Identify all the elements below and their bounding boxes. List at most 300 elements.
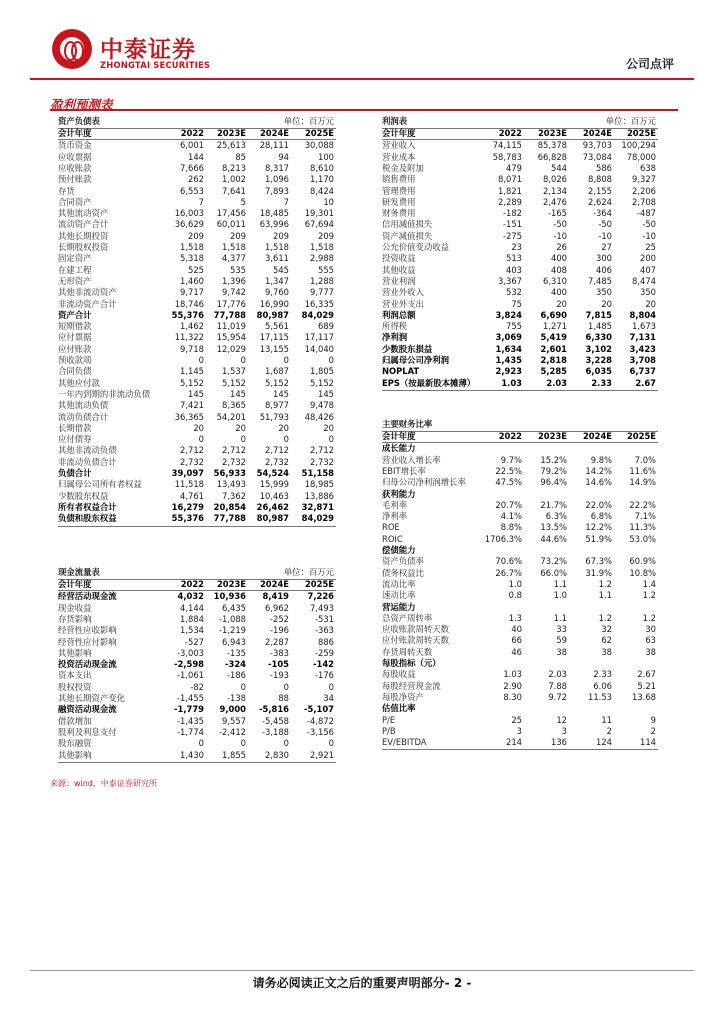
- row-label: 无形资产: [58, 275, 92, 286]
- cell-value: 545: [273, 264, 289, 275]
- cell-value: 14.2%: [585, 465, 612, 476]
- cell-value: 8,424: [310, 185, 334, 196]
- header-divider: [30, 78, 694, 80]
- cell-value: 6.8%: [590, 511, 612, 522]
- cell-value: 2,732: [180, 456, 204, 467]
- cell-value: 33: [556, 624, 567, 635]
- row-label: 每股收益: [382, 669, 416, 680]
- row-label: 其他非流动负债: [58, 445, 117, 456]
- cell-value: 145: [318, 388, 334, 399]
- cell-value: 262: [188, 174, 204, 185]
- table-row: [382, 455, 658, 466]
- cell-value: 2: [606, 725, 612, 736]
- cell-value: 350: [596, 287, 612, 298]
- row-label: 在建工程: [58, 264, 92, 275]
- cell-value: 114: [640, 737, 656, 748]
- cell-value: 1,485: [588, 321, 612, 332]
- table-bottom-rule: [58, 762, 336, 763]
- cell-value: 300: [596, 253, 612, 264]
- row-label: 投资收益: [382, 253, 416, 264]
- cell-value: 2.03: [548, 669, 567, 680]
- cell-value: 2.33: [591, 377, 612, 388]
- table-row: [382, 466, 658, 477]
- cell-value: 30: [645, 624, 656, 635]
- cell-value: 124: [596, 737, 612, 748]
- table-row: [382, 174, 658, 185]
- cell-value: 32,871: [301, 501, 334, 512]
- cash-flow-title-row: [58, 566, 336, 580]
- cell-value: 77,788: [213, 309, 246, 320]
- cell-value: 6,737: [629, 366, 656, 377]
- table-row: [382, 219, 658, 230]
- row-label: 应收票据: [58, 151, 92, 162]
- row-label: 速动比率: [382, 590, 416, 601]
- column-header: 2022: [498, 431, 522, 441]
- table-row: [58, 457, 336, 468]
- cell-value: 1,534: [180, 625, 204, 636]
- cell-value: -186: [226, 670, 246, 681]
- row-label: 合同负债: [58, 366, 92, 377]
- cell-value: 7,815: [585, 309, 612, 320]
- cell-value: -1,779: [174, 704, 204, 715]
- cell-value: 0.8: [508, 590, 522, 601]
- row-label: 其他流动负债: [58, 400, 109, 411]
- cell-value: -5,458: [262, 715, 289, 726]
- table-row: [58, 659, 336, 670]
- table-row: [382, 355, 658, 366]
- row-label: 经营性应收影响: [58, 625, 117, 636]
- cell-value: 1,347: [265, 275, 289, 286]
- cell-value: 400: [551, 287, 567, 298]
- cell-value: 16,003: [174, 208, 204, 219]
- cell-value: 2,155: [588, 185, 612, 196]
- table-row: [382, 163, 658, 174]
- table-unit: 单位：百万元: [283, 116, 334, 126]
- row-label: ROE: [382, 522, 400, 533]
- cell-value: 5.21: [637, 680, 656, 691]
- row-label: 一年内到期的非流动负债: [58, 388, 151, 399]
- row-label: 营业收入: [382, 140, 416, 151]
- cell-value: 5,318: [180, 253, 204, 264]
- cell-value: 1.03: [503, 669, 522, 680]
- cell-value: 58,783: [492, 151, 522, 162]
- company-logo-icon: [52, 29, 92, 69]
- table-row: [58, 231, 336, 242]
- cell-value: 46: [511, 646, 522, 657]
- cell-value: 3: [561, 725, 567, 736]
- table-row: [58, 502, 336, 513]
- row-label: 应付账款: [58, 343, 92, 354]
- cell-value: 44.6%: [540, 533, 567, 544]
- cell-value: -363: [314, 625, 334, 636]
- cell-value: 2,134: [543, 185, 567, 196]
- table-row: [58, 423, 336, 434]
- table-row: [382, 299, 658, 310]
- cell-value: 36,629: [174, 219, 204, 230]
- cell-value: 22.2%: [629, 499, 656, 510]
- cell-value: -105: [268, 659, 289, 670]
- cell-value: 9,557: [222, 715, 246, 726]
- cell-value: 7.88: [548, 680, 567, 691]
- cell-value: 350: [640, 287, 656, 298]
- cell-value: 8.30: [503, 691, 522, 702]
- section-title: 盈利预测表: [50, 97, 113, 112]
- row-label: 投资活动现金流: [58, 659, 117, 670]
- cell-value: 73.2%: [540, 556, 567, 567]
- cell-value: 2,289: [498, 196, 522, 207]
- table-row: [58, 219, 336, 230]
- table-row: [58, 299, 336, 310]
- cell-value: 15.2%: [540, 454, 567, 465]
- row-label: 营业外支出: [382, 298, 424, 309]
- table-row: [58, 625, 336, 636]
- row-label: 其他非流动资产: [58, 287, 117, 298]
- column-header-row: [58, 128, 336, 140]
- table-bottom-rule: [382, 390, 658, 391]
- row-label: 其他流动资产: [58, 208, 109, 219]
- row-label: 长期借款: [58, 422, 92, 433]
- cell-value: 100: [318, 151, 334, 162]
- cell-value: 3,102: [585, 343, 612, 354]
- cell-value: 12,029: [216, 343, 246, 354]
- cell-value: 0: [328, 738, 334, 749]
- cell-value: 63: [645, 635, 656, 646]
- cell-value: 586: [596, 162, 612, 173]
- cell-value: 2,923: [495, 366, 522, 377]
- table-row: [382, 140, 658, 151]
- table-row: [382, 208, 658, 219]
- table-row: [382, 500, 658, 511]
- table-row: [382, 477, 658, 488]
- table-row: [58, 152, 336, 163]
- cell-value: 6.3%: [545, 511, 567, 522]
- cell-value: -50: [598, 219, 612, 230]
- table-row: [382, 152, 658, 163]
- cell-value: 26,462: [256, 501, 289, 512]
- cell-value: 144: [188, 151, 204, 162]
- cell-value: 7,131: [629, 332, 656, 343]
- table-row: [382, 265, 658, 276]
- row-label: 营运能力: [382, 601, 416, 612]
- row-label: 利润总额: [382, 309, 416, 320]
- cell-value: 6,962: [265, 602, 289, 613]
- cell-value: 8.8%: [500, 522, 522, 533]
- cell-value: 32: [601, 624, 612, 635]
- table-row: [58, 208, 336, 219]
- cell-value: 3,423: [629, 343, 656, 354]
- cell-value: 1,435: [495, 355, 522, 365]
- cell-value: 2,624: [588, 196, 612, 207]
- cell-value: 11: [601, 714, 612, 725]
- cell-value: 17,115: [259, 332, 289, 343]
- table-row: [58, 344, 336, 355]
- cell-value: -383: [269, 647, 289, 658]
- cell-value: 5,152: [265, 377, 289, 388]
- column-header-row: [58, 579, 336, 591]
- cell-value: -3,156: [307, 726, 334, 737]
- cell-value: 0: [328, 355, 334, 365]
- cell-value: 73,084: [582, 151, 612, 162]
- table-row: [382, 635, 658, 646]
- table-row: [58, 727, 336, 738]
- cell-value: 51,158: [301, 468, 334, 478]
- cell-value: 1,460: [180, 275, 204, 286]
- cell-value: 5,419: [540, 332, 567, 343]
- row-label: 所有者权益合计: [58, 501, 117, 512]
- cell-value: 1,396: [222, 275, 246, 286]
- row-label: 研发费用: [382, 196, 416, 207]
- cell-value: 7,493: [310, 602, 334, 613]
- cell-value: 9,777: [310, 287, 334, 298]
- cell-value: 689: [318, 321, 334, 332]
- cell-value: 6,690: [540, 309, 567, 320]
- row-label: 预收款项: [58, 355, 92, 365]
- cell-value: 30,088: [304, 140, 334, 151]
- cell-value: 3,611: [265, 253, 289, 264]
- table-row: [58, 140, 336, 151]
- cell-value: 16,990: [259, 298, 289, 309]
- row-label: 合同资产: [58, 196, 92, 207]
- cell-value: 66.0%: [540, 567, 567, 578]
- cell-value: 1,518: [180, 242, 204, 252]
- row-label: 所得税: [382, 321, 408, 332]
- table-row: [382, 556, 658, 567]
- cell-value: 7,421: [180, 400, 204, 411]
- row-label: 每股指标（元）: [382, 658, 441, 668]
- table-row: [382, 366, 658, 377]
- row-label: 负债合计: [58, 468, 92, 478]
- column-header: 2023E: [216, 128, 246, 138]
- cell-value: -182: [502, 208, 522, 219]
- cell-value: 2,206: [632, 185, 656, 196]
- table-row: [382, 344, 658, 355]
- row-label: 信用减值损失: [382, 219, 433, 230]
- cell-value: 6,553: [180, 185, 204, 196]
- row-label: 应付债券: [58, 434, 92, 445]
- cell-value: -324: [225, 659, 246, 670]
- cell-value: 3,367: [498, 275, 522, 286]
- cell-value: 1,145: [180, 366, 204, 377]
- cell-value: 0: [328, 681, 334, 692]
- cell-value: 13.68: [632, 691, 656, 702]
- cell-value: 8,365: [222, 400, 246, 411]
- cell-value: 1.2: [598, 578, 612, 589]
- cell-value: 5,152: [180, 377, 204, 388]
- column-header: 会计年度: [58, 579, 92, 589]
- cell-value: 53.0%: [629, 533, 656, 544]
- cell-value: 145: [188, 388, 204, 399]
- cell-value: 2,830: [265, 749, 289, 760]
- cell-value: 16,279: [171, 501, 204, 512]
- row-label: 经营性应付影响: [58, 636, 117, 647]
- cell-value: 7: [198, 196, 204, 207]
- row-label: 债务权益比: [382, 567, 424, 578]
- cell-value: 23: [511, 242, 522, 252]
- row-label: EPS（按最新股本摊薄）: [382, 377, 476, 388]
- cell-value: 27: [601, 242, 612, 252]
- cell-value: -2,598: [174, 659, 204, 670]
- cell-value: 55,376: [171, 513, 204, 524]
- table-row: [58, 693, 336, 704]
- cell-value: 14,040: [304, 343, 334, 354]
- cell-value: 638: [640, 162, 656, 173]
- table-row: [58, 445, 336, 456]
- cell-value: 2,708: [632, 196, 656, 207]
- cell-value: 77,788: [213, 513, 246, 524]
- cell-value: 20: [601, 298, 612, 309]
- row-label: 股东融资: [58, 738, 92, 749]
- row-label: 财务费用: [382, 208, 416, 219]
- cell-value: 145: [230, 388, 246, 399]
- cell-value: 1,518: [265, 242, 289, 252]
- cell-value: 8,026: [543, 174, 567, 185]
- cell-value: 12.2%: [585, 522, 612, 533]
- table-row: [382, 715, 658, 726]
- cell-value: 1.1: [553, 612, 567, 623]
- cell-value: 535: [230, 264, 246, 275]
- cell-value: 80,987: [256, 309, 289, 320]
- row-label: 货币资金: [58, 140, 92, 151]
- cell-value: 1,687: [265, 366, 289, 377]
- table-row: [382, 186, 658, 197]
- row-label: 营业外收入: [382, 287, 424, 298]
- row-label: 其他应付款: [58, 377, 100, 388]
- column-header: 2023E: [216, 579, 246, 589]
- cell-value: 63,996: [259, 219, 289, 230]
- table-row: [382, 568, 658, 579]
- section-banner: [50, 94, 678, 111]
- cell-value: 3,069: [495, 332, 522, 343]
- row-label: 资产减值损失: [382, 230, 433, 241]
- table-row: [382, 197, 658, 208]
- cell-value: 20: [235, 422, 246, 433]
- cell-value: 1.0: [553, 590, 567, 601]
- cell-value: 2,476: [543, 196, 567, 207]
- row-label: 估值比率: [382, 703, 416, 714]
- cell-value: 9,760: [265, 287, 289, 298]
- cell-value: 1,430: [180, 749, 204, 760]
- table-row: [382, 287, 658, 298]
- column-header: 2025E: [304, 579, 334, 589]
- cell-value: 209: [273, 230, 289, 241]
- cell-value: 886: [318, 636, 334, 647]
- column-header: 2024E: [582, 128, 612, 138]
- cell-value: -1,219: [219, 625, 246, 636]
- cell-value: 1,170: [310, 174, 334, 185]
- cell-value: 555: [318, 264, 334, 275]
- cell-value: 25: [645, 242, 656, 252]
- cell-value: 5,285: [540, 366, 567, 377]
- column-header: 2022: [180, 128, 204, 138]
- cell-value: 74,115: [492, 140, 522, 151]
- table-row: [382, 624, 658, 635]
- table-row: [58, 163, 336, 174]
- cell-value: -1,061: [177, 670, 204, 681]
- cell-value: 1,634: [495, 343, 522, 354]
- cell-value: 1,002: [222, 174, 246, 185]
- table-unit: 单位：百万元: [283, 567, 334, 577]
- cell-value: 28,111: [259, 140, 289, 151]
- table-row: [58, 648, 336, 659]
- cell-value: 10: [323, 196, 334, 207]
- income-statement-title-row: [382, 115, 658, 129]
- row-label: 借款增加: [58, 715, 92, 726]
- table-row: [382, 613, 658, 624]
- cell-value: 0: [198, 355, 204, 365]
- table-row: [382, 590, 658, 601]
- cell-value: -138: [226, 693, 246, 703]
- row-label: 现金收益: [58, 602, 92, 613]
- table-row: [58, 197, 336, 208]
- table-row: [58, 479, 336, 490]
- row-label: 税金及附加: [382, 162, 424, 173]
- cell-value: 1.1: [598, 590, 612, 601]
- cell-value: 0: [283, 355, 289, 365]
- table-row: [58, 310, 336, 321]
- row-label: 净利润: [382, 332, 408, 343]
- cell-value: 6,330: [585, 332, 612, 343]
- table-row: [382, 647, 658, 658]
- cell-value: 5,152: [222, 377, 246, 388]
- cell-value: 84,029: [301, 309, 334, 320]
- table-row: [58, 738, 336, 749]
- table-row: [58, 186, 336, 197]
- cell-value: 1,673: [632, 321, 656, 332]
- cell-value: 19,301: [304, 208, 334, 219]
- cell-value: 21.7%: [540, 499, 567, 510]
- cell-value: 55,376: [171, 309, 204, 320]
- row-label: NOPLAT: [382, 366, 420, 377]
- cell-value: -259: [314, 647, 334, 658]
- row-label: P/B: [382, 725, 396, 736]
- cell-value: 755: [506, 321, 522, 332]
- cell-value: -135: [226, 647, 246, 658]
- row-label: 其他长期资产变化: [58, 693, 125, 703]
- cell-value: 84,029: [301, 513, 334, 524]
- cell-value: 85: [235, 151, 246, 162]
- cell-value: -487: [636, 208, 656, 219]
- cell-value: 525: [188, 264, 204, 275]
- row-label: 非流动资产合计: [58, 298, 117, 309]
- table-row: [58, 716, 336, 727]
- cell-value: 4.1%: [500, 511, 522, 522]
- cell-value: 67.3%: [585, 556, 612, 567]
- cell-value: 14.6%: [585, 477, 612, 488]
- cell-value: -10: [642, 230, 656, 241]
- row-label: 每股经营现金流: [382, 680, 441, 691]
- cell-value: 1,518: [222, 242, 246, 252]
- cell-value: 2.03: [546, 377, 567, 388]
- cell-value: -3,188: [262, 726, 289, 737]
- cell-value: 59: [556, 635, 567, 646]
- cell-value: 11,518: [174, 479, 204, 490]
- cell-value: 9,000: [219, 704, 246, 715]
- cell-value: 3: [516, 725, 522, 736]
- cell-value: 7,893: [265, 185, 289, 196]
- cell-value: 1,805: [310, 366, 334, 377]
- row-label: 公允价值变动收益: [382, 242, 449, 252]
- cell-value: -1,435: [177, 715, 204, 726]
- table-row: [382, 511, 658, 522]
- cell-value: 532: [506, 287, 522, 298]
- column-header: 2022: [180, 579, 204, 589]
- cell-value: 51.9%: [585, 533, 612, 544]
- cell-value: 1,096: [265, 174, 289, 185]
- cell-value: 4,377: [222, 253, 246, 264]
- cell-value: 20,854: [213, 501, 246, 512]
- cell-value: 0: [283, 681, 289, 692]
- row-label: 总资产周转率: [382, 612, 433, 623]
